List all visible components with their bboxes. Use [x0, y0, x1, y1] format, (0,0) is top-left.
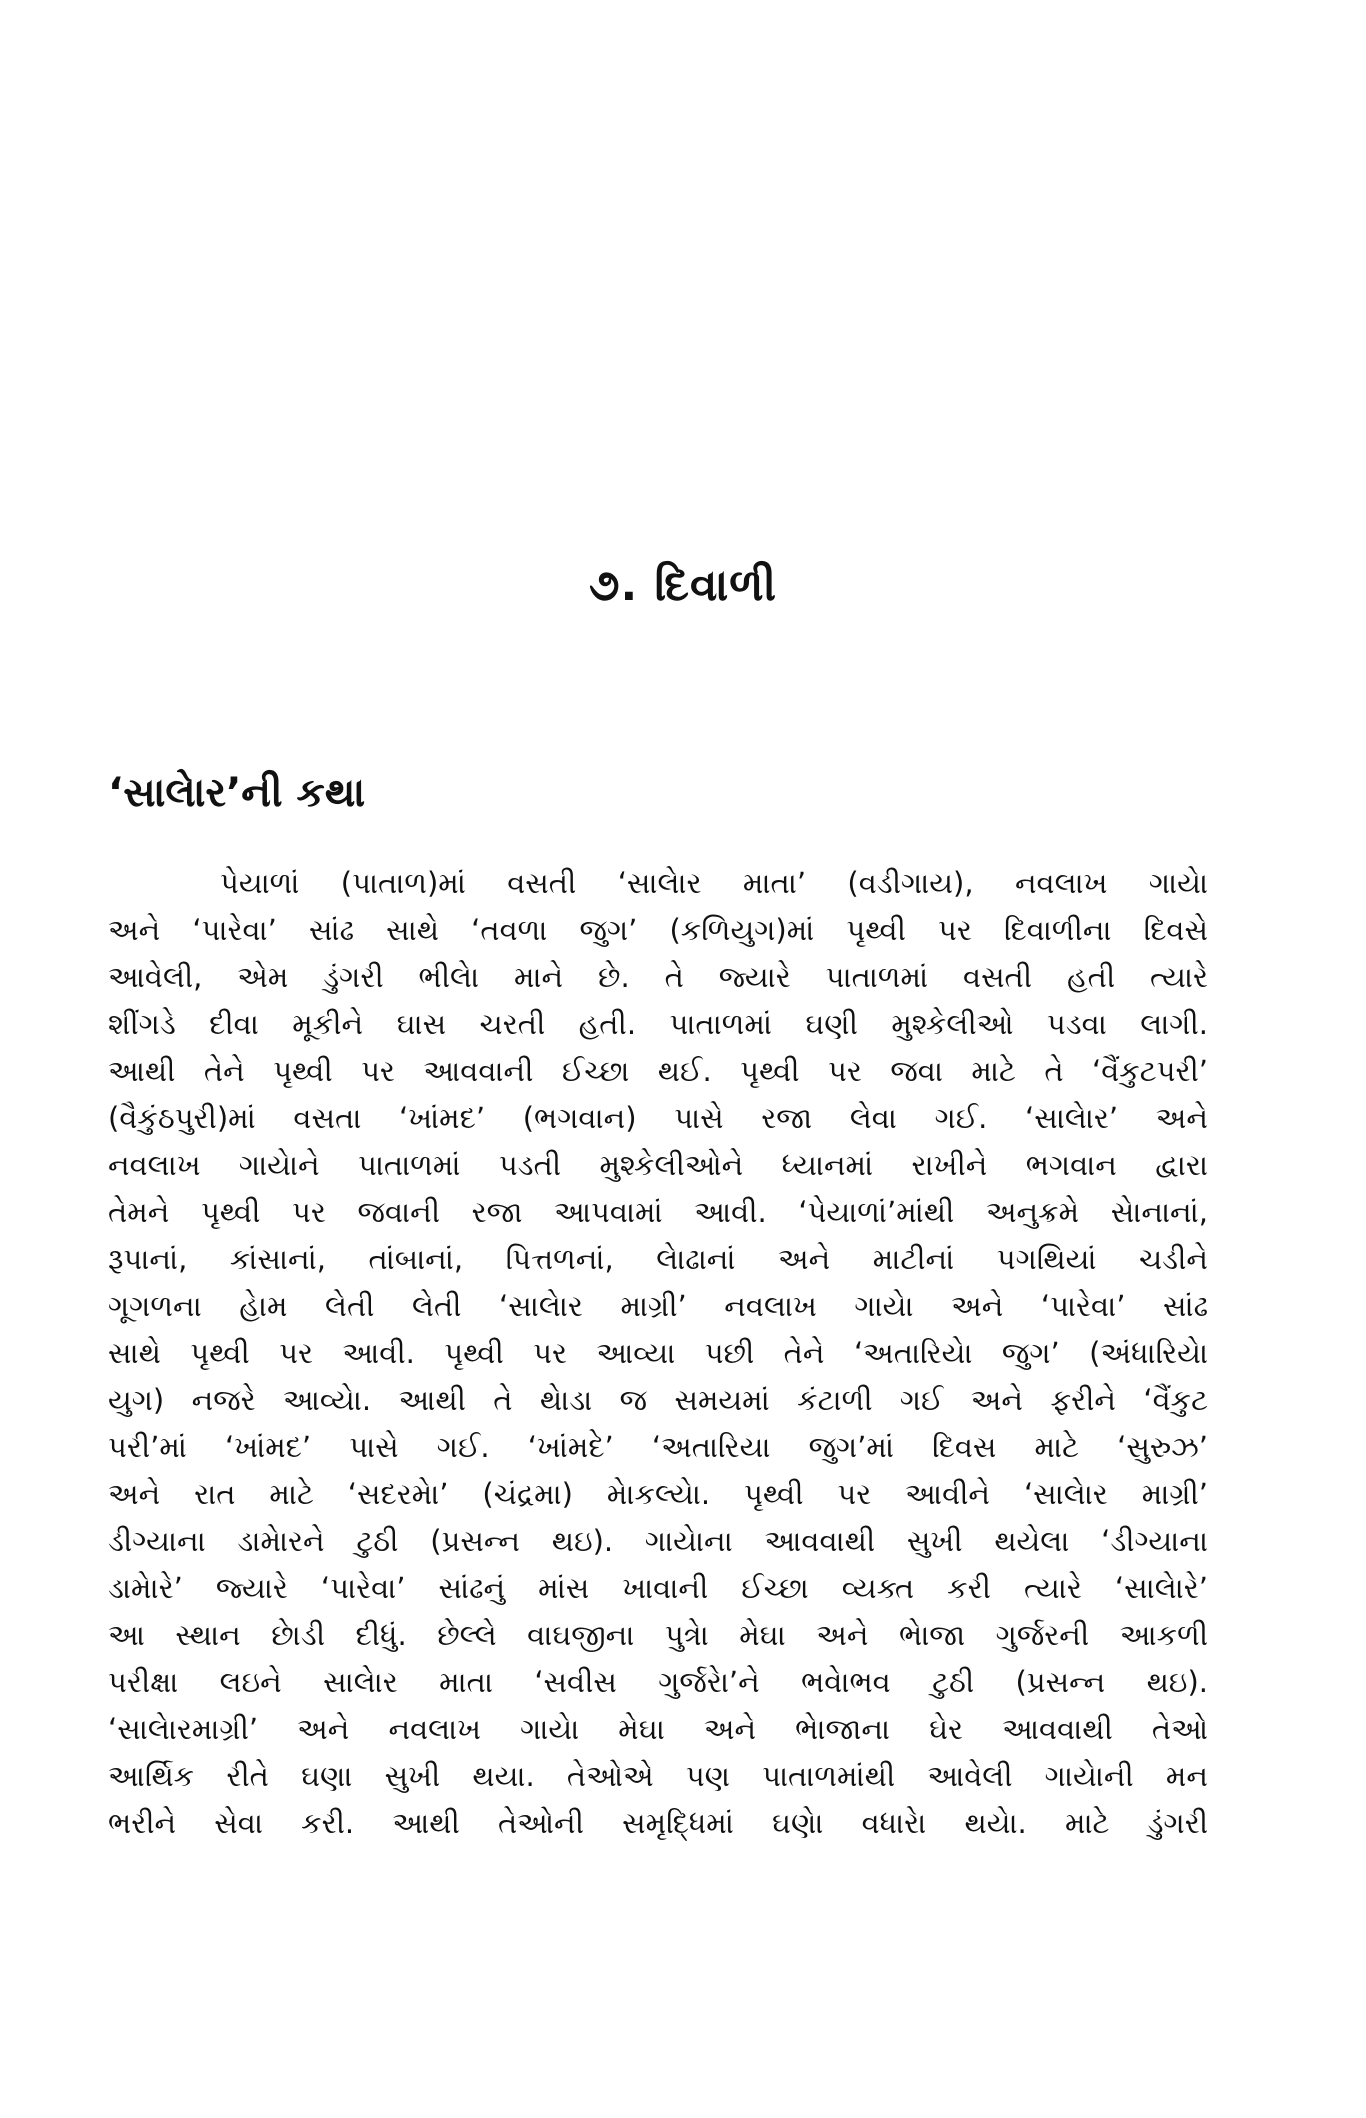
paragraph-line: નવલાખ ગાયેાને પાતાળમાં પડતી મુશ્કેલીઓને ધ્યાનમાં રાખીને ભગવાન દ્વારા: [108, 1148, 1208, 1182]
paragraph-line: આ સ્થાન છેાડી દીધું. છેલ્લે વાઘજીના પુત્રેા મેઘા અને ભેાજા ગુર્જરની આકળી: [108, 1618, 1208, 1652]
chapter-title: ૭. દિવાળી: [588, 560, 778, 611]
section-heading: ‘સાલેાર’ની કથા: [108, 770, 366, 816]
paragraph-line: રૂપાનાં, કાંસાનાં, તાંબાનાં, પિત્તળનાં, લેાઢાનાં અને માટીનાં પગથિયાં ચડીને: [108, 1242, 1208, 1276]
paragraph-line: આર્થિક રીતે ઘણા સુખી થયા. તેઓએ પણ પાતાળમાંથી આવેલી ગાયેાની મન: [108, 1759, 1208, 1793]
paragraph-line: શીંગડે દીવા મૂકીને ઘાસ ચરતી હતી. પાતાળમાં ઘણી મુશ્કેલીઓ પડવા લાગી.: [108, 1007, 1208, 1041]
paragraph-line: ‘સાલેારમાગ્રી’ અને નવલાખ ગાયેા મેઘા અને ભેાજાના ઘેર આવવાથી તેઓ: [108, 1712, 1208, 1746]
paragraph-line: પરીક્ષા લઇને સાલેાર માતા ‘સવીસ ગુર્જરેા’ને ભવેાભવ ટુઠી (પ્રસન્ન થઇ).: [108, 1665, 1208, 1699]
body-paragraph: [108, 860, 1208, 1847]
paragraph-line: ડીગ્યાના ડામેારને ટુઠી (પ્રસન્ન થઇ). ગાયેાના આવવાથી સુખી થયેલા ‘ડીગ્યાના: [108, 1524, 1208, 1558]
paragraph-line: અને રાત માટે ‘સદરમેા’ (ચંદ્રમા) મેાકલ્યેા. પૃથ્વી પર આવીને ‘સાલેાર માગ્રી’: [108, 1477, 1208, 1511]
paragraph-line: ગૂગળના હેામ લેતી લેતી ‘સાલેાર માગ્રી’ નવલાખ ગાયેા અને ‘પારેવા’ સાંઢ: [108, 1289, 1208, 1323]
paragraph-line: (વૈકુંઠપુરી)માં વસતા ‘ખાંમદ’ (ભગવાન) પાસે રજા લેવા ગઈ. ‘સાલેાર’ અને: [108, 1101, 1208, 1135]
paragraph-line: પેયાળાં (પાતાળ)માં વસતી ‘સાલેાર માતા’ (વડીગાય), નવલાખ ગાયેા: [220, 866, 1208, 900]
paragraph-line: અને ‘પારેવા’ સાંઢ સાથે ‘તવળા જુગ’ (કળિયુગ)માં પૃથ્વી પર દિવાળીના દિવસે: [108, 913, 1208, 947]
paragraph-line: ડામેારે’ જ્યારે ‘પારેવા’ સાંઢનું માંસ ખાવાની ઈચ્છા વ્યક્ત કરી ત્યારે ‘સાલેારે’: [108, 1571, 1208, 1605]
paragraph-line: તેમને પૃથ્વી પર જવાની રજા આપવામાં આવી. ‘પેયાળાં’માંથી અનુક્રમે સેાનાનાં,: [108, 1195, 1208, 1229]
paragraph-line: આવેલી, એમ ડુંગરી ભીલેા માને છે. તે જ્યારે પાતાળમાં વસતી હતી ત્યારે: [108, 960, 1208, 994]
paragraph-line: યુગ) નજરે આવ્યેા. આથી તે થેાડા જ સમયમાં કંટાળી ગઈ અને ફરીને ‘વૈંકુટ: [108, 1383, 1208, 1417]
paragraph-line: પરી’માં ‘ખાંમદ’ પાસે ગઈ. ‘ખાંમદે’ ‘અતારિયા જુગ’માં દિવસ માટે ‘સુરુઝ’: [108, 1430, 1208, 1464]
paragraph-line: આથી તેને પૃથ્વી પર આવવાની ઈચ્છા થઈ. પૃથ્વી પર જવા માટે તે ‘વૈંકુટપરી’: [108, 1054, 1208, 1088]
paragraph-line: સાથે પૃથ્વી પર આવી. પૃથ્વી પર આવ્યા પછી તેને ‘અતારિયેા જુગ’ (અંધારિયેા: [108, 1336, 1208, 1370]
paragraph-line: ભરીને સેવા કરી. આથી તેઓની સમૃદ્ધિમાં ઘણેા વધારેા થયેા. માટે ડુંગરી: [108, 1806, 1208, 1840]
